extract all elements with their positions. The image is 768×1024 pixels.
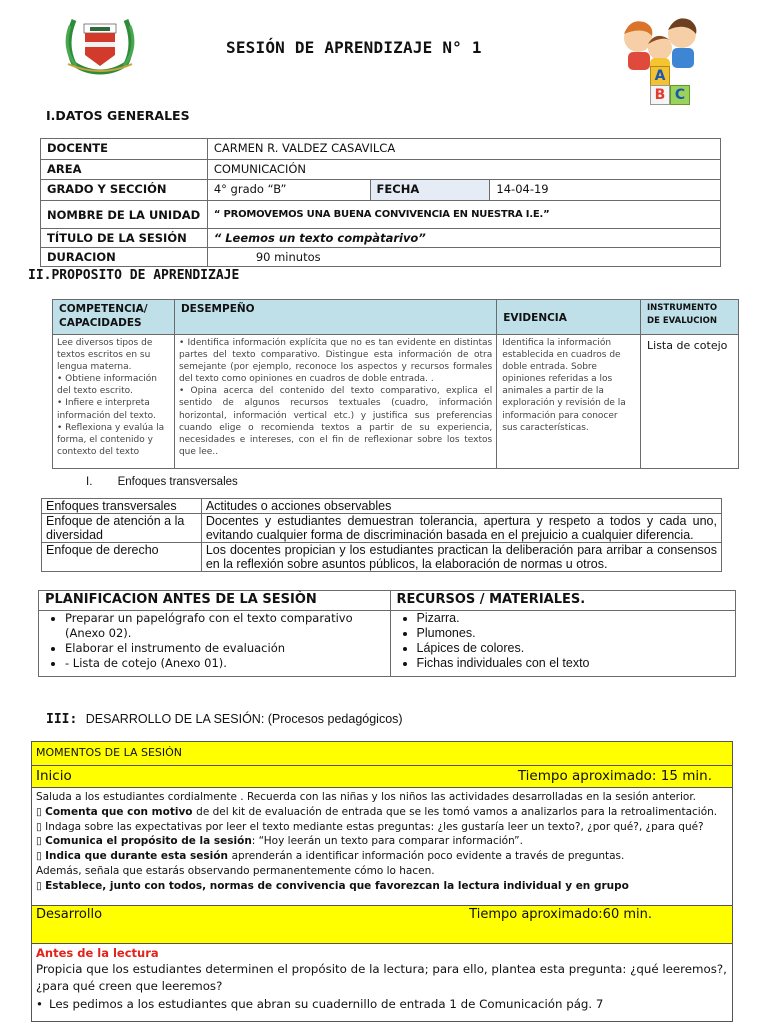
list-item: • Preparar un papelógrafo con el texto comparativo (Anexo 02). — [65, 611, 390, 641]
header-evidencia: EVIDENCIA — [497, 300, 641, 335]
planificacion-table — [38, 590, 736, 677]
abc-block-b: B — [650, 85, 670, 105]
list-item: • - Lista de cotejo (Anexo 01). — [65, 656, 390, 671]
desarrollo-table — [31, 741, 733, 1022]
datos-generales-table — [40, 138, 721, 267]
inicio-time: Tiempo aproximado: 15 min. — [517, 768, 712, 784]
inicio-line: ▯ Establece, junto con todos, normas de convivencia que favorezcan la lectura individual y en grupo — [36, 879, 629, 892]
desarrollo-time: Tiempo aproximado:60 min. — [469, 907, 652, 922]
sesion-label: TÍTULO DE LA SESIÓN — [41, 229, 208, 248]
desempeno-text: • Identifica información explícita que no es tan evidente en distintas partes del texto comparativo. Distingue esta información de otra semejante (por ejemplo, reconoce los aspectos y recursos formales del texto como opiniones en cuadros de doble entrada. . • Opina acerca del contenido del texto comparativo, explica el sentido de algunos recursos textuales (cuadro, información horizontal, información vertical etc.) y justifica sus preferencias cuando elige o recomienda textos a partir de su experiencia, necesidades e intereses, con el fin de reflexionar sobre los textos que lee.. — [174, 335, 496, 469]
abc-block-c: C — [670, 85, 690, 105]
enfoques-heading: Enfoques transversales — [117, 476, 238, 488]
list-item: • Elaborar el instrumento de evaluación — [65, 641, 390, 656]
abc-block-a: A — [650, 66, 670, 86]
evidencia-text: Identifica la información establecida en cuadros de doble entrada. Sobre opiniones referidas a los animales a partir de la exploración y revisión de la información para conocer sus características. — [497, 335, 641, 469]
planificacion-cell — [39, 611, 391, 677]
enfoques-heading-row — [86, 476, 238, 488]
desarrollo-label: Desarrollo — [36, 907, 103, 922]
recursos-cell — [390, 611, 736, 677]
antes-bullet: • Les pedimos a los estudiantes que abran su cuadernillo de entrada 1 de Comunicación pág. 7 — [36, 997, 604, 1011]
enfoque-header: Enfoques transversales — [42, 499, 202, 514]
enfoques-numeral: I. — [86, 476, 93, 488]
desarrollo-heading-row — [46, 710, 403, 728]
duracion-value: 90 minutos — [207, 248, 720, 267]
enfoques-table — [41, 498, 722, 572]
recursos-list — [391, 611, 736, 671]
desarrollo-numeral: III: — [46, 712, 78, 727]
list-item: • Fichas individuales con el texto — [417, 656, 736, 671]
docente-value: CARMEN R. VALDEZ CASAVILCA — [207, 139, 720, 160]
proposito-heading: II.PROPOSITO DE APRENDIZAJE — [28, 268, 240, 283]
inicio-line: Saluda a los estudiantes cordialmente . Recuerda con las niñas y los niños las actividades desarrolladas en la sesión anterior. — [36, 791, 697, 803]
datos-heading: I.DATOS GENERALES — [46, 108, 190, 123]
desarrollo-heading: DESARROLLO DE LA SESIÓN: (Procesos pedagógicos) — [85, 712, 403, 726]
inicio-label: Inicio — [36, 768, 72, 784]
antes-label: Antes de la lectura — [36, 946, 159, 960]
competencia-text: Lee diversos tipos de textos escritos en su lengua materna. • Obtiene información del texto escrito. • Infiere e interpreta información del texto. • Reflexiona y evalúa la forma, el contenido y contexto del texto — [53, 335, 175, 469]
grado-value: 4° grado “B” — [207, 180, 370, 201]
actitud-diversidad: Docentes y estudiantes demuestran tolerancia, apertura y respeto a todos y cada uno, evitando cualquier forma de discriminación basada en el prejuicio a cualquier diferencia. — [201, 514, 721, 543]
children-abc-blocks-icon — [610, 12, 710, 104]
header-instrumento: INSTRUMENTO DE EVALUCION — [641, 300, 739, 335]
area-value: COMUNICACIÓN — [207, 160, 720, 180]
enfoque-derecho: Enfoque de derecho — [42, 543, 202, 572]
inicio-line: ▯ Indica que durante esta sesión aprenderán a identificar información poco evidente a través de preguntas. — [36, 850, 625, 863]
list-item: • Plumones. — [417, 626, 736, 641]
area-label: AREA — [41, 160, 208, 180]
page-title: SESIÓN DE APRENDIZAJE N° 1 — [226, 38, 482, 57]
planificacion-header: PLANIFICACION ANTES DE LA SESIÒN — [39, 591, 391, 611]
fecha-value: 14-04-19 — [490, 180, 721, 201]
header-desempeno: DESEMPEÑO — [174, 300, 496, 335]
fecha-label: FECHA — [370, 180, 490, 201]
header-competencia: COMPETENCIA/ CAPACIDADES — [53, 300, 175, 335]
duracion-label: DURACION — [41, 248, 208, 267]
grado-label: GRADO Y SECCIÓN — [41, 180, 208, 201]
docente-label: DOCENTE — [41, 139, 208, 160]
planificacion-list — [39, 611, 390, 671]
inicio-line: ▯ Comenta que con motivo de del kit de evaluación de entrada que se les tomó vamos a analizarlos para la retroalimentación. — [36, 805, 718, 818]
inicio-line: Además, señala que estarás observando permanentemente cómo lo hacen. — [36, 864, 435, 877]
actitud-derecho: Los docentes propician y los estudiantes practican la deliberación para arribar a consensos en la reflexión sobre asuntos públicos, la elaboración de normas u otros. — [201, 543, 721, 572]
inicio-line: ▯ Comunica el propósito de la sesión: “Hoy leerán un texto para comparar información”. — [36, 835, 523, 848]
recursos-header: RECURSOS / MATERIALES. — [390, 591, 736, 611]
inicio-line: ▯ Indaga sobre las expectativas por leer el texto mediante estas preguntas: ¿les gustaría leer un texto?, ¿por qué?, ¿para qué? — [36, 820, 704, 833]
unidad-value: “ PROMOVEMOS UNA BUENA CONVIVENCIA EN NUESTRA I.E.” — [207, 201, 720, 229]
proposito-table — [52, 299, 739, 469]
desarrollo-row — [32, 906, 733, 944]
instrumento-text: Lista de cotejo — [641, 335, 739, 469]
sesion-value: “ Leemos un texto compàtarivo” — [207, 229, 720, 248]
enfoque-diversidad: Enfoque de atención a la diversidad — [42, 514, 202, 543]
school-crest-icon — [60, 14, 140, 76]
list-item: • Pizarra. — [417, 611, 736, 626]
inicio-content — [32, 788, 733, 906]
actitud-header: Actitudes o acciones observables — [201, 499, 721, 514]
inicio-row — [32, 766, 733, 788]
unidad-label: NOMBRE DE LA UNIDAD — [41, 201, 208, 229]
momentos-label: MOMENTOS DE LA SESIÓN — [32, 742, 733, 766]
list-item: • Lápices de colores. — [417, 641, 736, 656]
desarrollo-content — [32, 944, 733, 1022]
antes-text: Propicia que los estudiantes determinen el propósito de la lectura; para ello, plantea esta pregunta: ¿qué leeremos?, ¿para qué creen que leeremos? — [36, 962, 727, 993]
